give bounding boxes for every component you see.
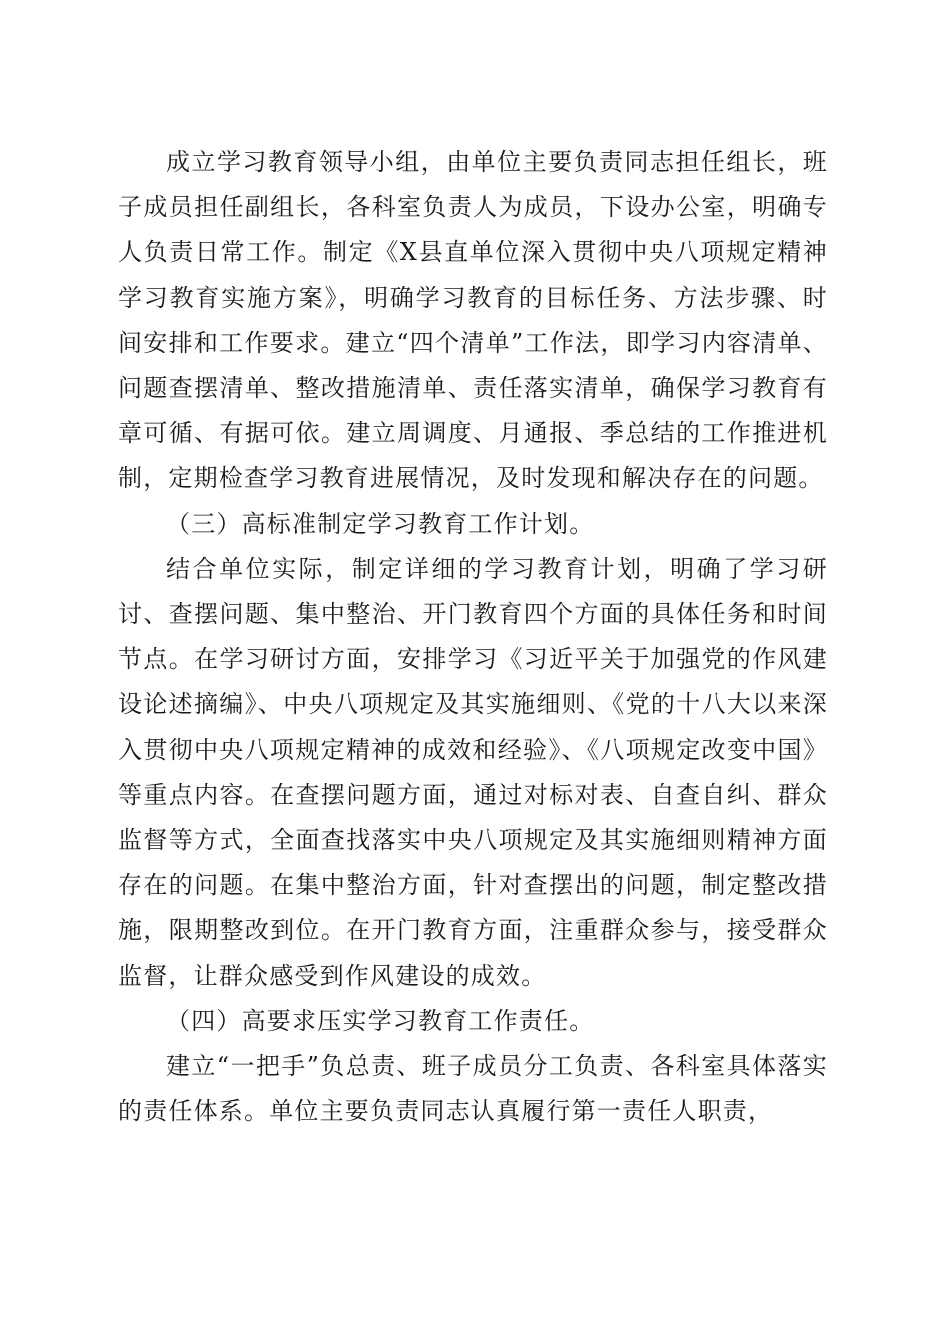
paragraph-study-plan: 结合单位实际，制定详细的学习教育计划，明确了学习研讨、查摆问题、集中整治、开门教育四个方面的具体任务和时间节点。在学习研讨方面，安排学习《习近平关于加强党的作风建设论述摘编》、中央八项规定及其实施细则、《党的十八大以来深入贯彻中央八项规定精神的成效和经验》、《八项规定改变中国》等重点内容。在查摆问题方面，通过对标对表、自查自纠、群众监督等方式，全面查找落实中央八项规定及其实施细则精神方面存在的问题。在集中整治方面，针对查摆出的问题，制定整改措施，限期整改到位。在开门教育方面，注重群众参与，接受群众监督，让群众感受到作风建设的成效。	[118, 554, 828, 990]
paragraph-leadership-group: 成立学习教育领导小组，由单位主要负责同志担任组长，班子成员担任副组长，各科室负责人为成员，下设办公室，明确专人负责日常工作。制定《X县直单位深入贯彻中央八项规定精神学习教育实施方案》，明确学习教育的目标任务、方法步骤、时间安排和工作要求。建立“四个清单”工作法，即学习内容清单、问题查摆清单、整改措施清单、责任落实清单，确保学习教育有章可循、有据可依。建立周调度、月通报、季总结的工作推进机制，定期检查学习教育进展情况，及时发现和解决存在的问题。	[118, 148, 828, 493]
section-heading-4: （四）高要求压实学习教育工作责任。	[166, 1006, 595, 1035]
paragraph-responsibility: 建立“一把手”负总责、班子成员分工负责、各科室具体落实的责任体系。单位主要负责同志认真履行第一责任人职责，	[118, 1052, 828, 1126]
document-body	[118, 140, 828, 1134]
section-heading-3: （三）高标准制定学习教育工作计划。	[166, 509, 595, 538]
